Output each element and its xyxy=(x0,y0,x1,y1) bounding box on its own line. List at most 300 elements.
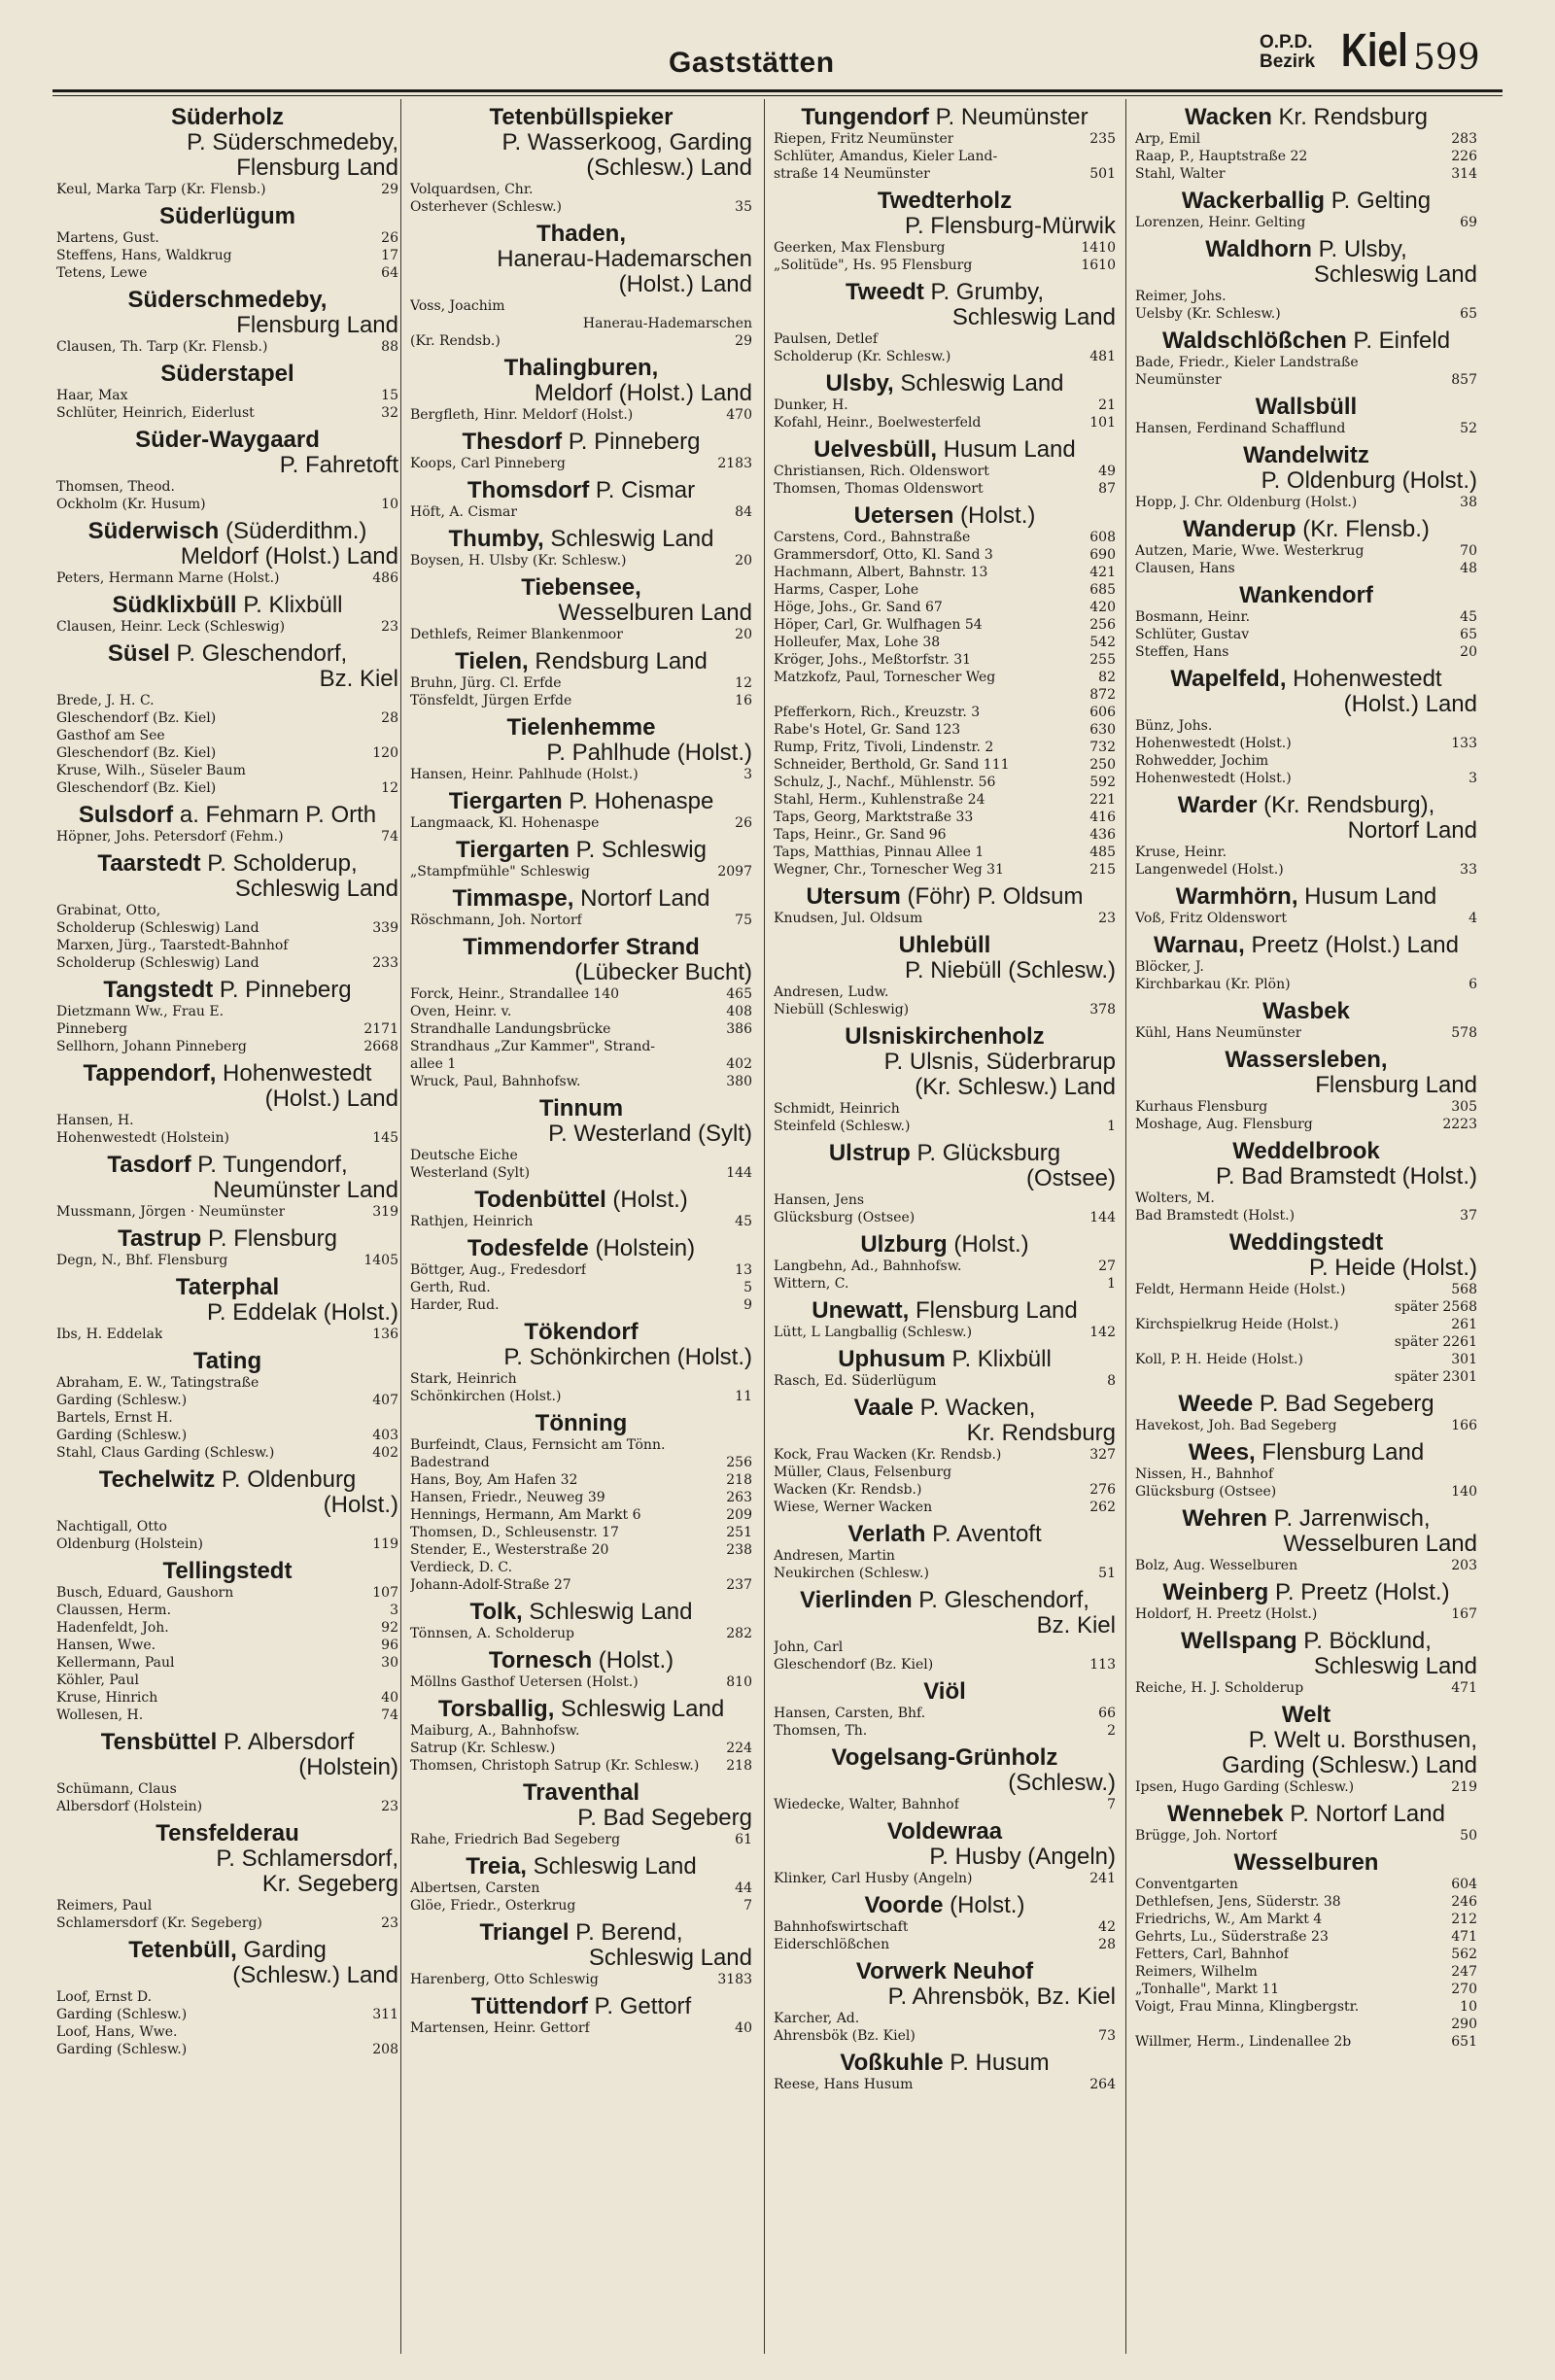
listing-entry xyxy=(410,406,752,424)
phone-number: 276 xyxy=(1089,1482,1116,1498)
listing-entry xyxy=(774,844,1116,861)
place-heading xyxy=(774,279,1116,305)
place-heading-continuation: Schleswig Land xyxy=(234,876,398,902)
place-name: Vorwerk Neuhof xyxy=(855,1958,1034,1984)
listing-entry xyxy=(1135,770,1477,787)
listing-entry xyxy=(1135,494,1477,511)
place-heading xyxy=(1135,1439,1477,1466)
place-postal-area: Schleswig Land xyxy=(543,526,714,552)
phone-number: 264 xyxy=(1089,2077,1116,2092)
place-postal-area: P. Hohenaspe xyxy=(562,788,714,814)
phone-number: 407 xyxy=(372,1393,398,1408)
entry-name: Thomsen, Christoph Satrup (Kr. Schlesw.) xyxy=(410,1758,700,1774)
entry-name: Friedrichs, W., Am Markt 4 xyxy=(1135,1912,1323,1927)
phone-number: 51 xyxy=(1098,1566,1116,1581)
entry-name-line: Marxen, Jürg., Taarstedt-Bahnhof xyxy=(56,938,289,953)
listing-entry xyxy=(774,739,1116,756)
phone-number: 241 xyxy=(1089,1871,1116,1886)
entry-name: Bergfleth, Hinr. Meldorf (Holst.) xyxy=(410,407,634,423)
place-heading-continuation: Flensburg Land xyxy=(236,312,398,338)
place-postal-area: P. Neumünster xyxy=(928,104,1088,130)
entry-name: Glücksburg (Ostsee) xyxy=(1135,1484,1277,1500)
listing-entry xyxy=(56,1129,398,1147)
place-postal-area: Preetz (Holst.) Land xyxy=(1244,932,1459,958)
place-postal-area: Schleswig Land xyxy=(554,1696,725,1722)
place-heading xyxy=(410,429,752,455)
place-heading xyxy=(56,1558,398,1584)
place-heading xyxy=(1135,1138,1477,1164)
place-heading xyxy=(774,1346,1116,1372)
phone-number: 30 xyxy=(381,1655,398,1671)
phone-number: 120 xyxy=(372,745,398,761)
phone-number: 327 xyxy=(1089,1447,1116,1463)
phone-number: 224 xyxy=(726,1741,752,1756)
place-postal-area: P. Albersdorf xyxy=(217,1729,355,1755)
place-name: Thaden, xyxy=(536,221,626,247)
phone-number: 215 xyxy=(1089,862,1116,878)
listing-entry xyxy=(774,581,1116,599)
listing-entry xyxy=(1135,1893,1477,1911)
phone-number: 212 xyxy=(1451,1912,1477,1927)
listing-entry xyxy=(56,1707,398,1724)
listing-entry xyxy=(410,1003,752,1020)
place-name: Süderlügum xyxy=(158,203,295,229)
entry-name: Kruse, Hinrich xyxy=(56,1690,158,1706)
entry-name-line: Voss, Joachim xyxy=(410,298,505,314)
listing-entry xyxy=(56,1798,398,1815)
listing-entry xyxy=(56,496,398,513)
listing-entry xyxy=(56,1326,398,1343)
phone-number: 256 xyxy=(726,1455,752,1470)
listing-entry xyxy=(410,674,752,692)
listing-entry xyxy=(1135,861,1477,879)
entry-name: „Tonhalle", Markt 11 xyxy=(1135,1982,1280,1997)
place-heading xyxy=(410,1919,752,1946)
phone-number: 203 xyxy=(1451,1558,1477,1573)
place-postal-area: Flensburg Land xyxy=(1255,1439,1425,1466)
phone-number: 23 xyxy=(381,1799,398,1814)
place-heading xyxy=(410,714,752,741)
listing-entry xyxy=(410,1740,752,1757)
entry-name-line: Volquardsen, Chr. xyxy=(410,182,534,197)
entry-detail: später 2301 xyxy=(1394,1369,1477,1385)
place-postal-area: (Süderdithm.) xyxy=(219,518,367,544)
entry-name: Wegner, Chr., Tornescher Weg 31 xyxy=(774,862,1004,878)
place-heading xyxy=(410,934,752,960)
place-heading-continuation: Hanerau-Hademarschen xyxy=(497,246,752,272)
listing-entry xyxy=(410,1279,752,1296)
phone-number: 23 xyxy=(381,619,398,635)
phone-number: 2223 xyxy=(1442,1117,1477,1132)
entry-name: Clausen, Hans xyxy=(1135,561,1235,576)
entry-name: Sellhorn, Johann Pinneberg xyxy=(56,1039,247,1054)
entry-name-line: Reimer, Johs. xyxy=(1135,289,1227,304)
entry-name: Johann-Adolf-Straße 27 xyxy=(410,1577,571,1593)
phone-number: 436 xyxy=(1089,827,1116,843)
entry-name-line: Bartels, Ernst H. xyxy=(56,1410,173,1426)
listing-entry xyxy=(56,1637,398,1654)
phone-number: 3183 xyxy=(717,1972,752,1987)
place-heading xyxy=(56,1152,398,1178)
place-heading xyxy=(774,188,1116,214)
phone-number: 82 xyxy=(1098,670,1116,685)
place-postal-area: P. Flensburg xyxy=(201,1225,337,1252)
entry-name: Voß, Fritz Oldenswort xyxy=(1135,911,1287,926)
phone-number: 339 xyxy=(372,920,398,936)
phone-number: 166 xyxy=(1451,1418,1477,1433)
phone-number: 3 xyxy=(1469,771,1477,786)
place-name: Süderschmedeby, xyxy=(127,287,328,313)
listing-entry xyxy=(774,1918,1116,1936)
entry-name: Fetters, Carl, Bahnhof xyxy=(1135,1947,1289,1962)
place-heading-continuation: P. Husby (Angeln) xyxy=(929,1844,1116,1870)
listing-entry xyxy=(774,564,1116,581)
entry-name-line: Karcher, Ad. xyxy=(774,2011,860,2026)
place-heading xyxy=(410,477,752,503)
place-postal-area: Husum Land xyxy=(1297,883,1437,910)
phone-number: 872 xyxy=(1089,687,1116,703)
place-name: Tweedt xyxy=(845,279,924,305)
phone-number: 218 xyxy=(726,1758,752,1774)
place-heading xyxy=(410,1319,752,1345)
listing-entry xyxy=(1135,1963,1477,1981)
place-name: Tating xyxy=(192,1348,262,1374)
listing-entry xyxy=(774,1499,1116,1516)
place-postal-area: Hohenwestedt xyxy=(1286,666,1442,692)
place-heading-continuation: P. Westerland (Sylt) xyxy=(548,1121,752,1147)
entry-name: Harder, Rud. xyxy=(410,1297,500,1313)
phone-number: 133 xyxy=(1451,736,1477,751)
place-heading-continuation: P. Flensburg-Mürwik xyxy=(905,213,1116,239)
entry-name-line: Strandhaus „Zur Kammer", Strand- xyxy=(410,1039,656,1054)
entry-name: Böttger, Aug., Fredesdorf xyxy=(410,1262,587,1278)
entry-name: Wruck, Paul, Bahnhofsw. xyxy=(410,1074,581,1089)
listing-entry xyxy=(56,1689,398,1707)
place-heading-continuation: P. Pahlhude (Holst.) xyxy=(546,740,752,766)
phone-number: 301 xyxy=(1451,1352,1477,1367)
entry-name: Garding (Schlesw.) xyxy=(56,1428,188,1443)
entry-name: Kröger, Johs., Meßtorfstr. 31 xyxy=(774,652,972,668)
entry-name: Wiese, Werner Wacken xyxy=(774,1500,933,1515)
place-postal-area: P. Gettorf xyxy=(587,1993,692,2019)
place-name: Ulstrup xyxy=(828,1140,911,1166)
place-heading-continuation: Schleswig Land xyxy=(951,304,1116,330)
listing-entry xyxy=(1135,1981,1477,1998)
place-name: Warder xyxy=(1177,792,1258,818)
entry-name: Reese, Hans Husum xyxy=(774,2077,914,2092)
listing-entry xyxy=(56,569,398,587)
place-postal-area: P. Einfeld xyxy=(1346,328,1451,354)
phone-number: 238 xyxy=(726,1542,752,1558)
listing-entry xyxy=(410,1471,752,1489)
entry-name: Kellermann, Paul xyxy=(56,1655,175,1671)
phone-number: 630 xyxy=(1089,722,1116,738)
place-name: Voßkuhle xyxy=(840,2050,944,2076)
place-heading xyxy=(56,361,398,387)
listing-entry xyxy=(1135,1911,1477,1928)
place-postal-area: P. Gleschendorf, xyxy=(169,640,348,667)
entry-name: Garding (Schlesw.) xyxy=(56,1393,188,1408)
listing-entry xyxy=(56,1619,398,1637)
listing-entry xyxy=(1135,148,1477,165)
column-divider xyxy=(764,99,765,2354)
place-name: Uelvesbüll, xyxy=(813,436,937,463)
entry-name: Gleschendorf (Bz. Kiel) xyxy=(56,710,217,726)
place-heading-continuation: P. Fahretoft xyxy=(279,452,398,478)
entry-name: Lorenzen, Heinr. Gelting xyxy=(1135,215,1306,230)
listing-entry xyxy=(774,1656,1116,1673)
phone-number: 314 xyxy=(1451,166,1477,182)
place-heading xyxy=(1135,666,1477,692)
place-name: Tiebensee, xyxy=(521,574,641,601)
place-name: Wellspang xyxy=(1181,1628,1297,1654)
place-name: Uphusum xyxy=(838,1346,946,1372)
entry-name: Steffen, Hans xyxy=(1135,644,1229,660)
entry-name: Stender, E., Westerstraße 20 xyxy=(410,1542,609,1558)
place-name: Torsballig, xyxy=(437,1696,555,1722)
listing-entry xyxy=(56,1020,398,1038)
phone-number: 690 xyxy=(1089,547,1116,563)
listing-entry xyxy=(774,165,1116,183)
place-name: Süsel xyxy=(107,640,170,667)
place-name: Wacken xyxy=(1185,104,1272,130)
place-postal-area: P. Aventoft xyxy=(925,1521,1042,1547)
listing-entry xyxy=(774,774,1116,791)
phone-number: 1410 xyxy=(1081,240,1116,256)
listing-entry xyxy=(1135,1116,1477,1133)
listing-entry xyxy=(774,1936,1116,1953)
place-heading xyxy=(1135,442,1477,468)
district-city: Kiel xyxy=(1341,25,1408,77)
listing-entry xyxy=(410,1673,752,1691)
entry-name-line: John, Carl xyxy=(774,1639,844,1655)
place-name: Tolk, xyxy=(469,1599,523,1625)
entry-name: Steffens, Hans, Waldkrug xyxy=(56,248,232,263)
place-heading-continuation: (Holstein) xyxy=(298,1754,398,1780)
entry-name: Knudsen, Jul. Oldsum xyxy=(774,911,923,926)
phone-number: 23 xyxy=(381,1915,398,1931)
phone-number: 20 xyxy=(735,553,752,569)
entry-name: Satrup (Kr. Schlesw.) xyxy=(410,1741,556,1756)
entry-name: allee 1 xyxy=(410,1056,457,1072)
entry-name: Voigt, Frau Minna, Klingbergstr. xyxy=(1135,1999,1360,2015)
entry-name: Raap, P., Hauptstraße 22 xyxy=(1135,149,1308,164)
entry-name-line: Abraham, E. W., Tatingstraße xyxy=(56,1375,259,1391)
place-heading-continuation: Bz. Kiel xyxy=(319,666,398,692)
entry-name: Wittern, C. xyxy=(774,1276,849,1292)
entry-name: Höge, Johs., Gr. Sand 67 xyxy=(774,600,943,615)
entry-name: Kofahl, Heinr., Boelwesterfeld xyxy=(774,415,982,431)
phone-number: 20 xyxy=(1460,644,1477,660)
place-heading xyxy=(1135,1391,1477,1417)
entry-name: Geerken, Max Flensburg xyxy=(774,240,946,256)
place-heading xyxy=(774,1744,1116,1771)
place-name: Tiergarten xyxy=(448,788,563,814)
phone-number: 84 xyxy=(735,504,752,520)
listing-entry xyxy=(774,2076,1116,2093)
place-heading xyxy=(1135,394,1477,420)
place-heading-continuation: (Ostsee) xyxy=(1025,1165,1116,1191)
phone-number: 144 xyxy=(726,1165,752,1181)
place-name: Süder-Waygaard xyxy=(135,427,320,453)
place-heading xyxy=(56,850,398,877)
header-rule-thin xyxy=(52,95,1503,96)
place-postal-area: Schleswig Land xyxy=(522,1599,693,1625)
phone-number: 485 xyxy=(1089,845,1116,860)
entry-name: Scholderup (Kr. Schlesw.) xyxy=(774,349,951,364)
listing-entry xyxy=(56,1914,398,1932)
place-name: Uhlebüll xyxy=(898,932,991,958)
entry-name-line: Müller, Claus, Felsenburg xyxy=(774,1465,952,1480)
place-heading xyxy=(1135,932,1477,958)
entry-name-line: Verdieck, D. C. xyxy=(410,1560,513,1575)
listing-entry xyxy=(1135,2016,1477,2033)
listing-entry xyxy=(774,414,1116,431)
place-heading xyxy=(410,1647,752,1673)
place-postal-area: P. Gelting xyxy=(1325,188,1432,214)
place-name: Ulsniskirchenholz xyxy=(845,1023,1045,1050)
place-heading xyxy=(1135,236,1477,262)
place-postal-area: (Holst.) xyxy=(592,1647,674,1673)
entry-name: Bolz, Aug. Wesselburen xyxy=(1135,1558,1298,1573)
entry-name: Arp, Emil xyxy=(1135,131,1201,147)
place-name: Tielen, xyxy=(455,648,529,674)
place-name: Wallsbüll xyxy=(1255,394,1358,420)
place-heading xyxy=(774,104,1116,130)
listing-entry xyxy=(774,826,1116,844)
phone-number: 69 xyxy=(1460,215,1477,230)
place-heading-continuation: Flensburg Land xyxy=(236,155,398,181)
place-postal-area: (Holst.) xyxy=(943,1892,1025,1918)
phone-number: 13 xyxy=(735,1262,752,1278)
place-heading xyxy=(1135,1505,1477,1532)
place-heading-continuation: P. Ahrensbök, Bz. Kiel xyxy=(887,1983,1116,2010)
phone-number: 26 xyxy=(381,230,398,246)
phone-number: 378 xyxy=(1089,1002,1116,1018)
phone-number: 96 xyxy=(381,1638,398,1653)
listing-column-3 xyxy=(774,99,1116,2363)
entry-name: Bad Bramstedt (Holst.) xyxy=(1135,1208,1296,1224)
place-heading xyxy=(1135,883,1477,910)
phone-number: 568 xyxy=(1451,1282,1477,1297)
place-name: Weddelbrook xyxy=(1232,1138,1380,1164)
listing-entry xyxy=(1135,1928,1477,1946)
phone-number: 38 xyxy=(1460,495,1477,510)
listing-entry xyxy=(1135,214,1477,231)
place-name: Vierlinden xyxy=(800,1587,913,1613)
entry-name: Schlüter, Gustav xyxy=(1135,627,1250,642)
listing-entry xyxy=(774,1258,1116,1275)
phone-number: 283 xyxy=(1451,131,1477,147)
place-heading xyxy=(410,1696,752,1722)
entry-name: Autzen, Marie, Wwe. Westerkrug xyxy=(1135,543,1365,559)
phone-number: 12 xyxy=(735,675,752,691)
phone-number: 209 xyxy=(726,1507,752,1523)
place-heading xyxy=(56,640,398,667)
place-name: Timmendorfer Strand xyxy=(463,934,700,960)
place-heading-continuation: Meldorf (Holst.) Land xyxy=(180,543,398,569)
listing-entry xyxy=(1135,305,1477,323)
entry-name: Kühl, Hans Neumünster xyxy=(1135,1025,1302,1041)
place-name: Voorde xyxy=(864,1892,944,1918)
entry-name-line: Wolters, M. xyxy=(1135,1190,1215,1206)
phone-number: 21 xyxy=(1098,397,1116,413)
phone-number: 237 xyxy=(726,1577,752,1593)
listing-entry xyxy=(774,1722,1116,1740)
entry-name: Ahrensbök (Bz. Kiel) xyxy=(774,2028,916,2044)
entry-name: Möllns Gasthof Uetersen (Holst.) xyxy=(410,1674,639,1690)
listing-entry xyxy=(774,1705,1116,1722)
phone-number: 651 xyxy=(1451,2034,1477,2050)
listing-entry xyxy=(1135,1998,1477,2016)
place-name: Waldhorn xyxy=(1205,236,1312,262)
place-heading xyxy=(56,203,398,229)
entry-name: Gerth, Rud. xyxy=(410,1280,491,1295)
entry-name: Strandhalle Landungsbrücke xyxy=(410,1021,611,1037)
place-heading xyxy=(1135,1702,1477,1728)
phone-number: 251 xyxy=(726,1525,752,1540)
place-heading xyxy=(56,1729,398,1755)
listing-entry xyxy=(410,1541,752,1559)
phone-number: 282 xyxy=(726,1626,752,1641)
entry-name: Garding (Schlesw.) xyxy=(56,2042,188,2057)
place-name: Welt xyxy=(1281,1702,1331,1728)
entry-name: Uelsby (Kr. Schlesw.) xyxy=(1135,306,1281,322)
phone-number: 247 xyxy=(1451,1964,1477,1980)
listing-entry xyxy=(410,1454,752,1471)
entry-name: Holleufer, Max, Lohe 38 xyxy=(774,635,941,650)
phone-number: 144 xyxy=(1089,1210,1116,1225)
place-heading-continuation: P. Bad Segeberg xyxy=(577,1805,752,1831)
listing-entry xyxy=(774,910,1116,927)
phone-number: 28 xyxy=(1098,1937,1116,1952)
place-name: Taterphal xyxy=(175,1274,280,1300)
place-name: Tangstedt xyxy=(103,977,214,1003)
listing-entry xyxy=(1135,1316,1477,1333)
place-name: Tastrup xyxy=(118,1225,202,1252)
entry-name: Brügge, Joh. Nortorf xyxy=(1135,1828,1278,1844)
entry-name: Thomsen, D., Schleusenstr. 17 xyxy=(410,1525,619,1540)
entry-name: Rasch, Ed. Süderlügum xyxy=(774,1373,937,1389)
phone-number: 37 xyxy=(1460,1208,1477,1224)
entry-name-line: Loof, Ernst D. xyxy=(56,1989,153,2005)
place-heading xyxy=(1135,582,1477,608)
place-name: Tönning xyxy=(535,1410,628,1436)
entry-name-line: Hansen, H. xyxy=(56,1113,134,1128)
place-name: Tiergarten xyxy=(456,837,570,863)
phone-number: 606 xyxy=(1089,705,1116,720)
phone-number: 250 xyxy=(1089,757,1116,773)
phone-number: 685 xyxy=(1089,582,1116,598)
entry-name: Hohenwestedt (Holst.) xyxy=(1135,736,1292,751)
entry-name: Bruhn, Jürg. Cl. Erfde xyxy=(410,675,562,691)
entry-name: Rabe's Hotel, Gr. Sand 123 xyxy=(774,722,961,738)
listing-entry xyxy=(1135,1605,1477,1623)
place-heading xyxy=(56,977,398,1003)
listing-entry xyxy=(1135,1417,1477,1434)
place-heading xyxy=(410,885,752,912)
place-postal-area: Husum Land xyxy=(936,436,1076,463)
listing-entry xyxy=(410,1757,752,1775)
entry-name: Martens, Gust. xyxy=(56,230,159,246)
entry-name: Hopp, J. Chr. Oldenburg (Holst.) xyxy=(1135,495,1358,510)
place-name: Süderholz xyxy=(170,104,284,130)
listing-entry xyxy=(56,404,398,422)
listing-entry xyxy=(410,1576,752,1594)
entry-name: Höft, A. Cismar xyxy=(410,504,518,520)
entry-name: Wollesen, H. xyxy=(56,1707,144,1723)
listing-entry xyxy=(410,912,752,929)
